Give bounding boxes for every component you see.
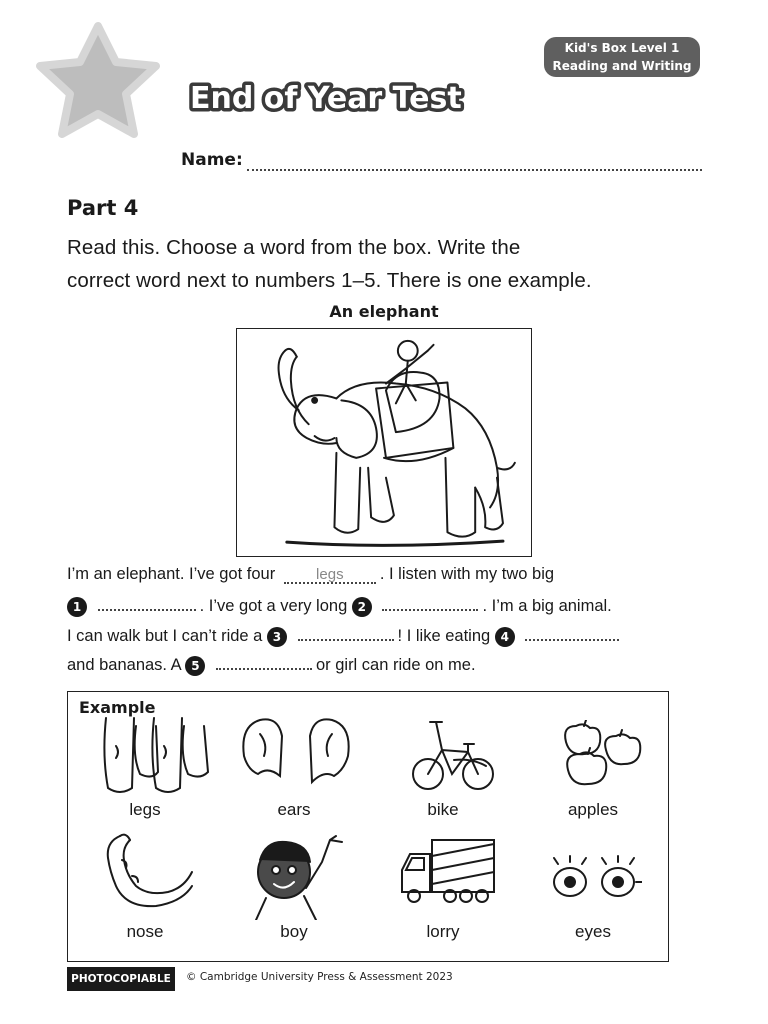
level-badge [544, 37, 700, 77]
nose-picture [92, 832, 198, 916]
number-badge-1: 1 [67, 597, 87, 617]
ears-picture [238, 716, 354, 790]
badge-skill: Reading and Writing [552, 59, 692, 73]
story-line-4 [67, 654, 476, 676]
page-title [186, 66, 486, 126]
word-lorry: lorry [426, 922, 460, 941]
word-bike: bike [427, 800, 459, 819]
instruction-line-1: Read this. Choose a word from the box. Write the [67, 236, 521, 259]
photocopiable-label: PHOTOCOPIABLE [67, 967, 175, 991]
legs-picture [96, 716, 214, 796]
answer-blank-1[interactable] [98, 595, 196, 611]
story-text: and bananas. A [67, 656, 181, 674]
answer-blank-5[interactable] [216, 654, 312, 670]
example-answer: legs [284, 568, 376, 584]
badge-level: Kid's Box Level 1 [564, 41, 680, 55]
elephant-illustration [236, 328, 532, 557]
lorry-picture [398, 836, 498, 908]
svg-text:End of Year Test: End of Year Test [190, 81, 462, 116]
story-line-3 [67, 625, 623, 647]
example-label: Example [79, 698, 156, 717]
story-text: ! I like eating [397, 627, 491, 645]
word-apples: apples [567, 800, 619, 819]
copyright-text: © Cambridge University Press & Assessment 2023 [186, 971, 453, 983]
story-line-2 [67, 595, 612, 617]
star-icon [32, 20, 164, 144]
story-text: . I listen with my two big [379, 565, 555, 583]
part-title: Part 4 [67, 196, 139, 220]
boy-picture [246, 832, 350, 920]
story-text: I can walk but I can’t ride a [67, 627, 263, 645]
word-boy: boy [280, 922, 308, 941]
story-title: An elephant [329, 302, 439, 321]
story-text: I’m an elephant. I’ve got four [67, 565, 276, 583]
eyes-picture [548, 854, 642, 904]
word-eyes: eyes [575, 922, 611, 941]
story-text: . I’m a big animal. [482, 597, 612, 615]
name-field[interactable] [247, 169, 702, 171]
apples-picture [558, 720, 642, 790]
number-badge-4: 4 [495, 627, 515, 647]
word-nose: nose [126, 922, 164, 941]
story-text: or girl can ride on me. [315, 656, 476, 674]
answer-blank-4[interactable] [525, 625, 619, 641]
story-text: . I’ve got a very long [199, 597, 348, 615]
number-badge-5: 5 [185, 656, 205, 676]
answer-blank-3[interactable] [298, 625, 394, 641]
number-badge-2: 2 [352, 597, 372, 617]
word-ears: ears [277, 800, 311, 819]
word-legs: legs [129, 800, 161, 819]
number-badge-3: 3 [267, 627, 287, 647]
answer-blank-2[interactable] [382, 595, 478, 611]
name-label: Name: [181, 150, 243, 170]
bike-picture [410, 716, 496, 794]
story-line-1 [67, 565, 554, 584]
instruction-line-2: correct word next to numbers 1–5. There is one example. [67, 269, 592, 292]
